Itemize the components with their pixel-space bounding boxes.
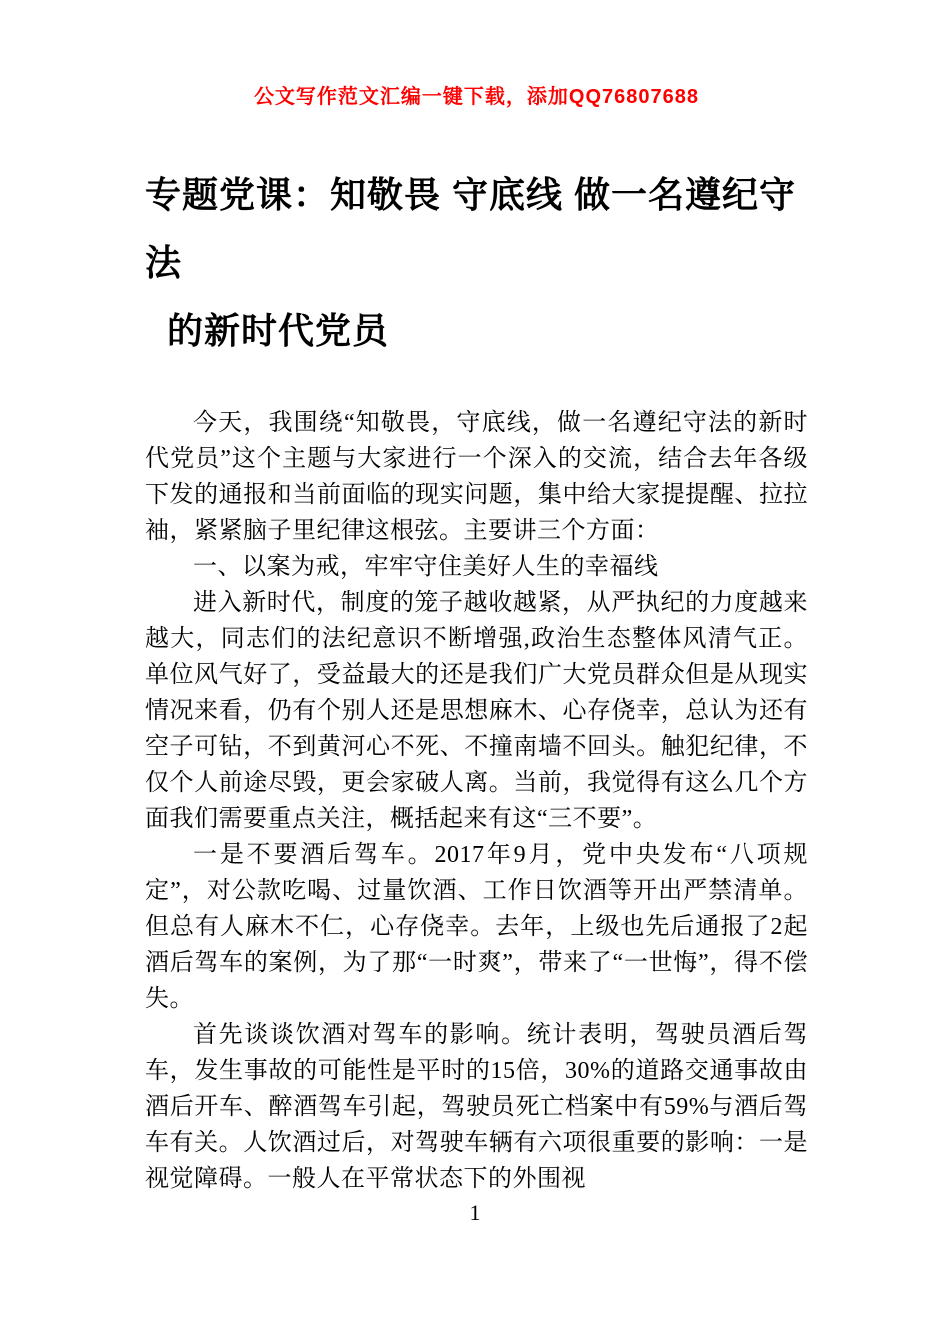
paragraph-intro: 今天，我围绕“知敬畏，守底线，做一名遵纪守法的新时代党员”这个主题与大家进行一个深入的交流，结合去年各级下发的通报和当前面临的现实问题，集中给大家提提醒、拉拉袖，紧紧脑子里纪律这根弦。主要讲三个方面： [145, 410, 808, 544]
page-number: 1 [469, 1200, 481, 1225]
paragraph-section-heading: 一、以案为戒，牢牢守住美好人生的幸福线 [193, 554, 659, 580]
title-line-2: 的新时代党员 [167, 310, 390, 351]
paragraph-new-era: 进入新时代，制度的笼子越收越紧，从严执纪的力度越来越大，同志们的法纪意识不断增强,政治生态整体风清气正。单位风气好了，受益最大的还是我们广大党员群众但是从现实情况来看，仍有个别人还是思想麻木、心存侥幸，总认为还有空子可钻，不到黄河心不死、不撞南墙不回头。触犯纪律，不仅个人前途尽毁，更会家破人离。当前，我觉得有这么几个方面我们需要重点关注，概括起来有这“三不要”。 [145, 590, 808, 832]
paragraph-drunk-driving: 一是不要酒后驾车。2017年9月，党中央发布“八项规定”，对公款吃喝、过量饮酒、工作日饮酒等开出严禁清单。但总有人麻木不仁，心存侥幸。去年，上级也先后通报了2起酒后驾车的案例，为了那“一时爽”，带来了“一世悔”，得不偿失。 [145, 842, 808, 1012]
document-body [145, 405, 808, 1197]
title-line-1: 专题党课：知敬畏 守底线 做一名遵纪守法 [145, 174, 797, 283]
header-notice: 公文写作范文汇编一键下载，添加QQ76807688 [253, 86, 700, 108]
paragraph-alcohol-effects: 首先谈谈饮酒对驾车的影响。统计表明，驾驶员酒后驾车，发生事故的可能性是平时的15倍，30%的道路交通事故由酒后开车、醉酒驾车引起，驾驶员死亡档案中有59%与酒后驾车有关。人饮酒过后，对驾驶车辆有六项很重要的影响：一是视觉障碍。一般人在平常状态下的外围视 [145, 1022, 808, 1192]
document-title [145, 161, 808, 365]
